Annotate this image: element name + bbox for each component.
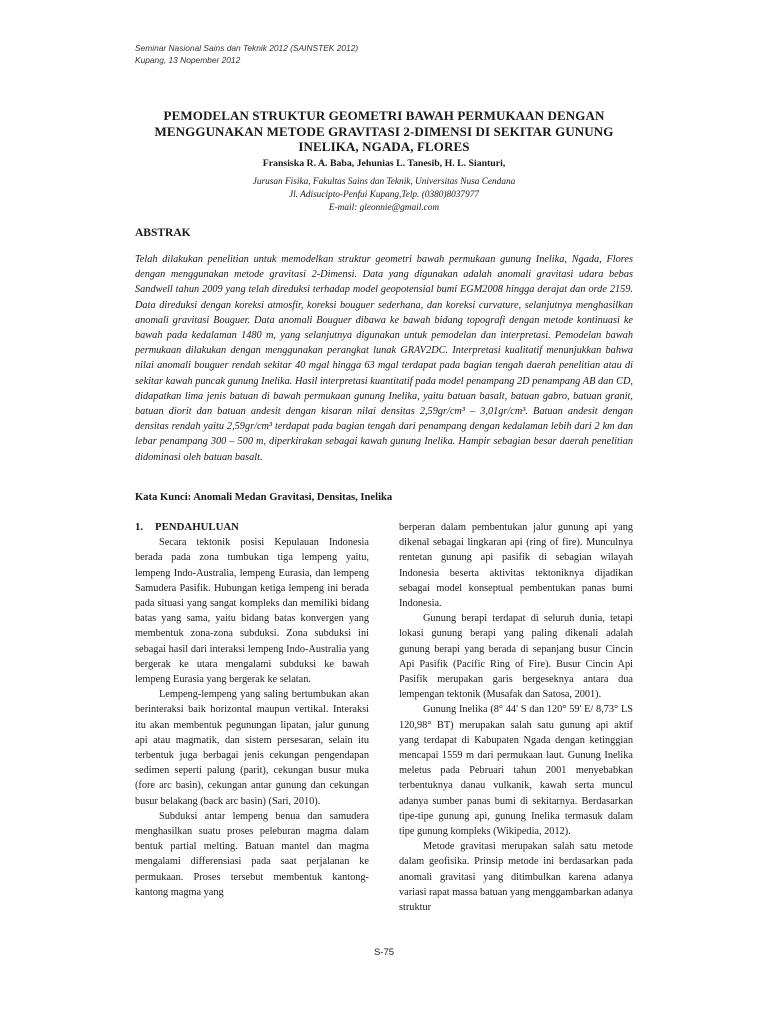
- author-list: Fransiska R. A. Baba, Jehunias L. Tanesib, H. L. Sianturi,: [262, 158, 506, 169]
- author-email: E-mail: gleonnie@gmail.com: [328, 203, 440, 213]
- paper-title: PEMODELAN STRUKTUR GEOMETRI BAWAH PERMUKAAN DENGAN MENGGUNAKAN METODE GRAVITASI 2-DIMENSI DI SEKITAR GUNUNG INELIKA, NGADA, FLORES: [154, 108, 614, 154]
- keywords: Kata Kunci: Anomali Medan Gravitasi, Densitas, Inelika: [135, 492, 393, 503]
- abstract-text: Telah dilakukan penelitian untuk memodelkan struktur geometri bawah permukaan gunung Inelika, Ngada, Flores dengan menggunakan metode gravitasi 2-Dimensi. Data yang digunakan adalah anomali gravitasi udara bebas Sandwell tahun 2009 yang telah direduksi terhadap model geopotensial bumi EGM2008 hingga derajat dan orde 2159. Data direduksi dengan koreksi atmosfir, koreksi bouguer sederhana, dan koreksi curvature, selanjutnya menghasilkan anomali gravitasi Bouguer. Data anomali Bouguer dibawa ke bawah bidang topografi dengan metode kontinuasi ke bawah pada kedalaman 1480 m, yang selanjutnya digunakan untuk pemodelan dan interpretasi. Pemodelan bawah permukaan dilakukan dengan menggunakan perangkat lunak GRAV2DC. Interpretasi kualitatif menunjukkan bahwa nilai anomali bouguer rendah sekitar 40 mgal hingga 63 mgal terdapat pada bagian tengah daerah penelitian atau di sekitar kawah puncak gunung Inelika. Hasil interpretasi kuantitatif pada model penampang 2D penampang AB dan CD, didapatkan lima jenis batuan di bawah permukaan gunung Inelika, yaitu batuan basalt, batuan gabro, batuan granit, batuan diorit dan batuan andesit dengan kisaran nilai densitas 2,59gr/cm³ – 3,01gr/cm³. Batuan andesit dengan densitas rendah yaitu 2,59gr/cm³ terdapat pada bagian tengah dari penampang dengan kedalaman lebih dari 2 km dan lebar penampang 300 – 500 m, diperkirakan sebagai kawah gunung Inelika. Hampir sebagian besar daerah penelitian didominasi oleh batuan basalt.: [135, 254, 633, 463]
- body-paragraph: berperan dalam pembentukan jalur gunung api yang dikenal sebagai lingkaran api (ring of fire). Munculnya rentetan gunung api pasifik di sebagian wilayah Indonesia beserta aktivitas tektoniknya dijadikan sebagai model konseptual pembentukan panas bumi Indonesia.: [399, 522, 633, 610]
- page-number: S-75: [373, 947, 395, 958]
- section-number: 1.: [135, 521, 144, 533]
- body-paragraph: Secara tektonik posisi Kepulauan Indonesia berada pada zona tumbukan tiga lempeng yaitu, lempeng Indo-Australia, lempeng Eurasia, dan lempeng Samudera Pasifik. Hubungan ketiga lempeng ini berada pada situasi yang sangat kompleks dan memiliki bidang batas yang sama, yaitu bidang batas konvergen yang membentuk zona-zona subduksi. Zona subduksi ini sebagai hasil dari interaksi lempeng Indo-Australia yang bergerak ke utara mengalami subduksi ke bawah lempeng Eurasia yang bergerak ke selatan.: [135, 537, 369, 686]
- affiliation-department: Jurusan Fisika, Fakultas Sains dan Teknik, Universitas Nusa Cendana: [252, 177, 516, 187]
- section-title: PENDAHULUAN: [155, 521, 239, 533]
- conference-date: Kupang, 13 Nopember 2012: [135, 54, 241, 65]
- abstract-heading: ABSTRAK: [135, 227, 191, 239]
- conference-name: Seminar Nasional Sains dan Teknik 2012 (SAINSTEK 2012): [135, 43, 359, 53]
- section-heading: [135, 520, 369, 535]
- body-paragraph: Subduksi antar lempeng benua dan samudera menghasilkan suatu proses peleburan magma dalam bentuk partial melting. Batuan mantel dan magma mengalami differensiasi pada saat perjalanan ke permukaan. Proses tersebut membentuk kantong-kantong magma yang: [135, 810, 369, 898]
- body-paragraph: Lempeng-lempeng yang saling bertumbukan akan berinteraksi baik horizontal maupun vertikal. Interaksi itu akan membentuk pegunungan lipatan, jalur gunung api atau magmatik, dan sistem persesaran, selain itu terbentuk juga berbagai jenis cekungan pengendapan sedimen seperti palung (parit), cekungan busur muka (fore arc basin), cekungan antar gunung dan cekungan busur belakang (back arc basin) (Sari, 2010).: [135, 689, 369, 807]
- running-head: [135, 43, 535, 66]
- left-column: [135, 520, 369, 900]
- body-paragraph: Gunung Inelika (8° 44' S dan 120° 59' E/ 8,73° LS 120,98° BT) merupakan salah satu gunung api aktif yang terdapat di Kabupaten Ngada dengan ketinggian mencapai 1559 m dari permukaan laut. Gunung Inelika meletus pada Pebruari tahun 2001 menyebabkan terbentuknya danau vulkanik, kawah serta muncul adanya sumber panas bumi di sekitarnya. Berdasarkan tipe-tipe gunung api, gunung Inelika termasuk dalam tipe gunung kompleks (Wikipedia, 2012).: [399, 704, 633, 838]
- body-paragraph: Metode gravitasi merupakan salah satu metode dalam geofisika. Prinsip metode ini berdasarkan pada anomali gravitasi yang ditimbulkan karena adanya variasi rapat massa batuan yang menggambarkan adanya struktur: [399, 841, 633, 914]
- body-paragraph: Gunung berapi terdapat di seluruh dunia, tetapi lokasi gunung berapi yang paling dikenali adalah gunung berapi yang berada di sepanjang busur Cincin Api Pasifik (Pacific Ring of Fire). Busur Cincin Api Pasifik merupakan garis bergeseknya antara dua lempengan tektonik (Musafak dan Satosa, 2001).: [399, 613, 633, 701]
- right-column: [399, 520, 633, 915]
- affiliation-address: Jl. Adisucipto-Penfui Kupang,Telp. (0380)8037977: [288, 190, 480, 200]
